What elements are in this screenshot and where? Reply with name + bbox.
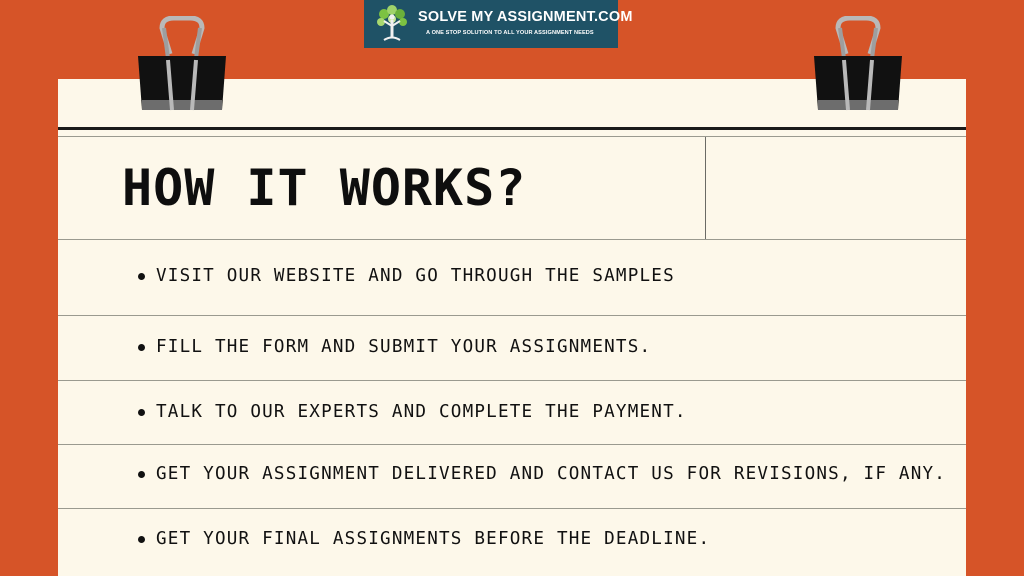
brand-tagline: A ONE STOP SOLUTION TO ALL YOUR ASSIGNMENT NEEDS (426, 30, 594, 36)
list-item (138, 462, 946, 486)
divider (58, 508, 966, 509)
column-divider (705, 137, 706, 239)
divider (58, 315, 966, 316)
page-title: HOW IT WORKS? (122, 159, 527, 217)
step-text: GET YOUR FINAL ASSIGNMENTS BEFORE THE DEADLINE. (156, 529, 711, 549)
paper-sheet (58, 79, 966, 576)
divider (58, 239, 966, 240)
step-text: FILL THE FORM AND SUBMIT YOUR ASSIGNMENTS. (156, 337, 652, 357)
list-item (138, 400, 687, 424)
step-text: GET YOUR ASSIGNMENT DELIVERED AND CONTACT US FOR REVISIONS, IF ANY. (156, 464, 947, 484)
divider (58, 127, 966, 130)
tree-logo-icon (372, 4, 412, 44)
binder-clip-icon (810, 16, 906, 112)
bullet-icon (138, 344, 145, 351)
brand-name: SOLVE MY ASSIGNMENT.COM (418, 9, 633, 25)
bullet-icon (138, 471, 145, 478)
binder-clip-icon (134, 16, 230, 112)
step-text: TALK TO OUR EXPERTS AND COMPLETE THE PAYMENT. (156, 402, 687, 422)
step-text: VISIT OUR WEBSITE AND GO THROUGH THE SAMPLES (156, 266, 675, 286)
divider (58, 444, 966, 445)
divider (58, 380, 966, 381)
list-item (138, 335, 651, 359)
bullet-icon (138, 273, 145, 280)
list-item (138, 264, 675, 288)
brand-logo[interactable] (364, 0, 633, 48)
list-item (138, 527, 710, 551)
divider (58, 136, 966, 137)
bullet-icon (138, 409, 145, 416)
bullet-icon (138, 536, 145, 543)
